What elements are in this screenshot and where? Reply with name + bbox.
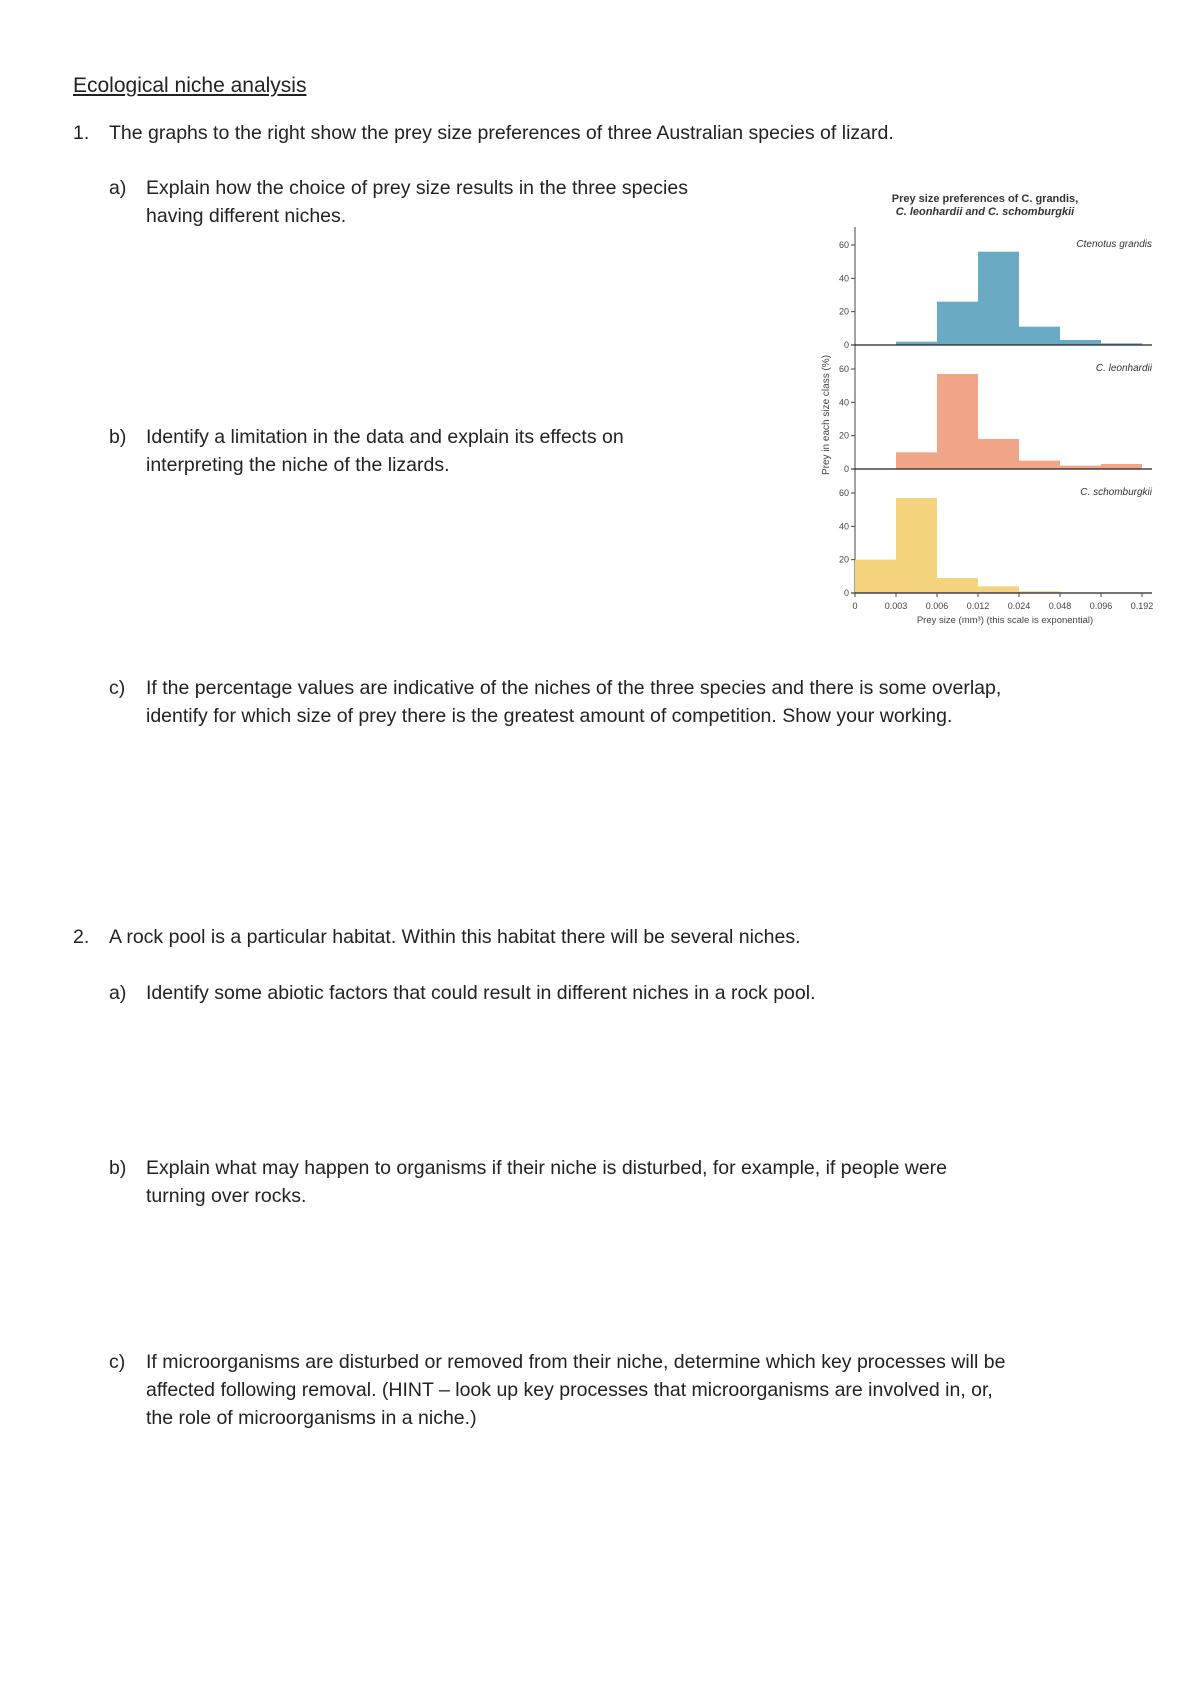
xtick-label-6: 0.096	[1089, 601, 1113, 611]
bar-2-1	[896, 498, 937, 593]
question-2a-label: a)	[109, 982, 127, 1004]
question-2b-line-2: turning over rocks.	[146, 1185, 307, 1207]
question-2c-line-3: the role of microorganisms in a niche.)	[146, 1407, 477, 1429]
ytick-label-0-0: 0	[843, 340, 849, 350]
ytick-label-0-2: 40	[838, 273, 849, 284]
bar-0-5	[1060, 340, 1101, 345]
bar-1-1	[896, 452, 937, 469]
bar-1-2	[937, 374, 978, 469]
question-1c-label: c)	[109, 677, 126, 699]
bar-1-6	[1101, 464, 1142, 469]
xtick-label-2: 0.006	[925, 601, 949, 611]
x-axis-label: Prey size (mm³) (this scale is exponential)	[916, 615, 1094, 626]
ytick-label-0-1: 20	[838, 306, 849, 317]
xtick-label-4: 0.024	[1007, 601, 1031, 611]
page-title: Ecological niche analysis	[73, 74, 307, 97]
question-1a-line-2: having different niches.	[146, 205, 347, 227]
xtick-label-7: 0.192	[1130, 601, 1154, 611]
question-2b-label: b)	[109, 1157, 127, 1179]
series-label-0: Ctenotus grandis	[1076, 239, 1152, 250]
xtick-label-0: 0	[852, 601, 858, 611]
ytick-label-2-0: 0	[843, 588, 849, 598]
xtick-label-3: 0.012	[966, 601, 990, 611]
question-2b-line-1: Explain what may happen to organisms if their niche is disturbed, for example, if people were	[146, 1157, 948, 1179]
ytick-label-2-3: 60	[838, 488, 849, 498]
chart-title: Prey size preferences of C. grandis,	[891, 193, 1079, 205]
question-1-text: The graphs to the right show the prey size preferences of three Australian species of lizard.	[109, 122, 894, 144]
ytick-label-1-2: 40	[838, 397, 849, 408]
question-1a-label: a)	[109, 177, 127, 199]
bar-2-3	[978, 586, 1019, 593]
bar-1-3	[978, 439, 1019, 469]
question-2-number: 2.	[73, 926, 90, 948]
question-1b-line-2: interpreting the niche of the lizards.	[146, 454, 450, 476]
ytick-label-1-1: 20	[838, 430, 849, 441]
bar-0-2	[937, 302, 978, 345]
bar-0-3	[978, 252, 1019, 345]
question-1b-label: b)	[109, 426, 127, 448]
chart-subtitle: C. leonhardii and C. schomburgkii	[895, 206, 1075, 218]
bar-0-4	[1019, 327, 1060, 345]
question-1-number: 1.	[73, 122, 90, 144]
question-2c-label: c)	[109, 1351, 126, 1373]
prey-size-chart	[815, 190, 1170, 650]
question-2-text: A rock pool is a particular habitat. Within this habitat there will be several niches.	[109, 926, 801, 948]
question-1b-line-1: Identify a limitation in the data and explain its effects on	[146, 426, 624, 448]
question-1c-line-2: identify for which size of prey there is the greatest amount of competition. Show your working.	[146, 705, 953, 727]
question-1a-line-1: Explain how the choice of prey size results in the three species	[146, 177, 688, 199]
ytick-label-0-3: 60	[838, 240, 849, 250]
question-1c-line-1: If the percentage values are indicative of the niches of the three species and there is some overlap,	[146, 677, 1002, 699]
ytick-label-1-3: 60	[838, 364, 849, 374]
xtick-label-1: 0.003	[884, 601, 908, 611]
ytick-label-2-2: 40	[838, 521, 849, 532]
y-axis-label: Prey in each size class (%)	[821, 354, 832, 476]
question-2a-line-1: Identify some abiotic factors that could result in different niches in a rock pool.	[146, 982, 816, 1004]
bar-2-0	[855, 560, 896, 593]
question-2c-line-1: If microorganisms are disturbed or removed from their niche, determine which key processes will be	[146, 1351, 1006, 1373]
bar-2-2	[937, 578, 978, 593]
series-label-1: C. leonhardii	[1095, 363, 1152, 374]
question-2c-line-2: affected following removal. (HINT – look up key processes that microorganisms are involved in, or,	[146, 1379, 993, 1401]
bar-1-4	[1019, 461, 1060, 469]
ytick-label-2-1: 20	[838, 554, 849, 565]
xtick-label-5: 0.048	[1048, 601, 1072, 611]
series-label-2: C. schomburgkii	[1080, 487, 1152, 498]
ytick-label-1-0: 0	[843, 464, 849, 474]
